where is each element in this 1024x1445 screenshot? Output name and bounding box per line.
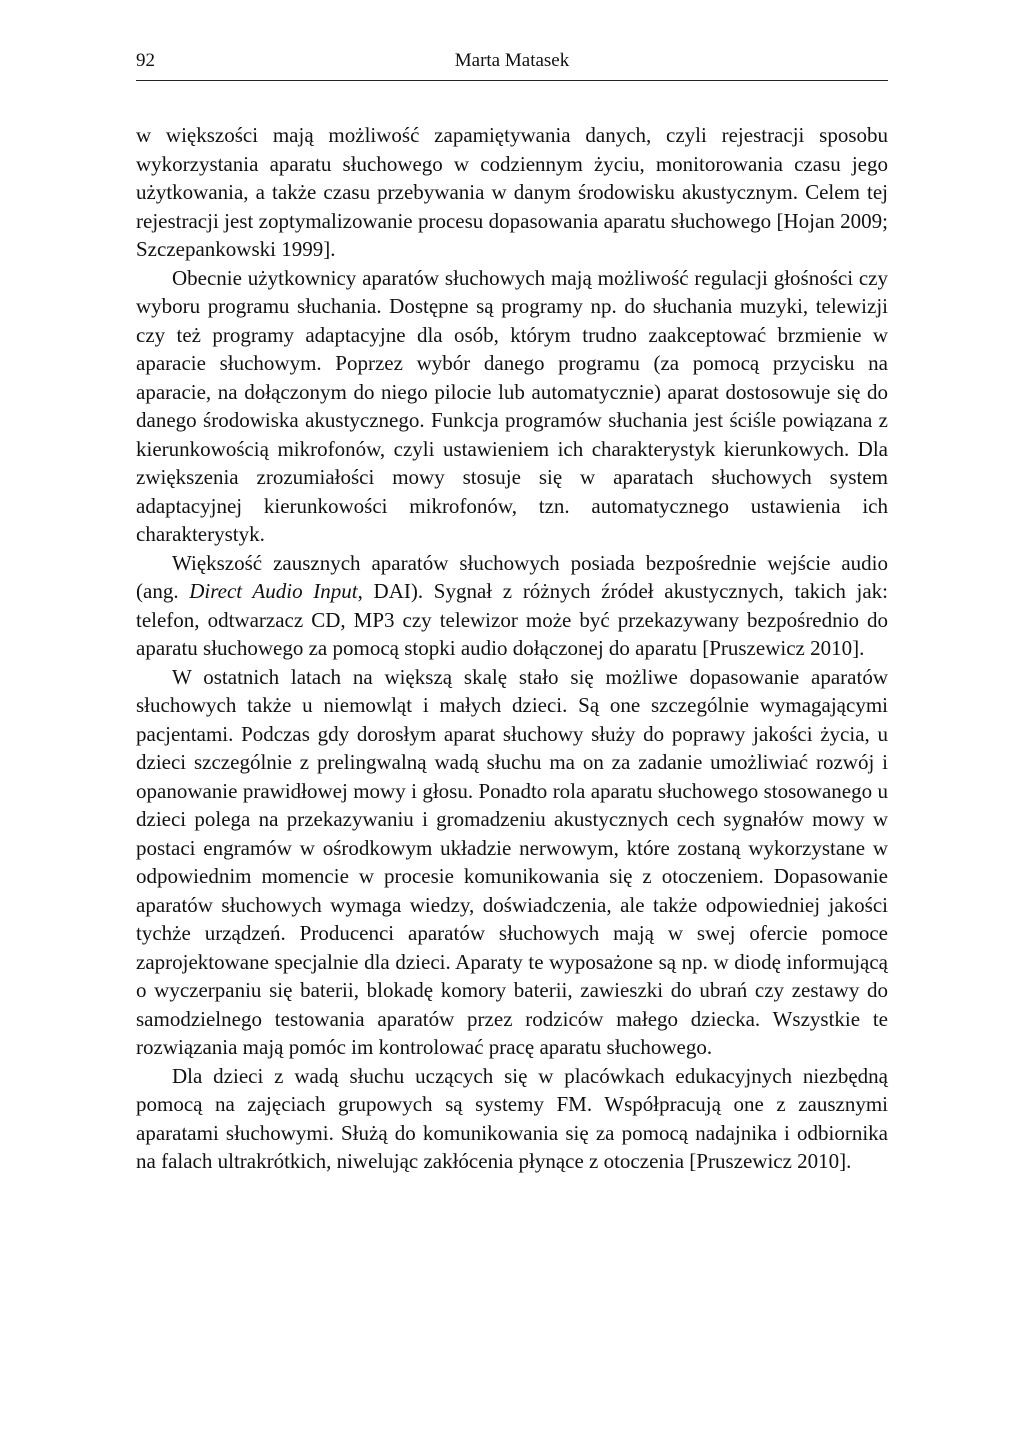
paragraph-3-text-before: Większość zausznych aparatów słuchowych posiada bezpośrednie wejście audio (ang. [136,550,888,603]
paragraph-1: w większości mają możliwość zapamiętywania danych, czyli rejestracji sposobu wykorzystania aparatu słuchowego w codziennym życiu, monitorowania czasu jego użytkowania, a także czasu przebywania w danym środowisku akustycznym. Celem tej rejestracji jest zoptymalizowanie procesu dopasowania aparatu słuchowego [Hojan 2009; Szczepankowski 1999]. [136,123,888,261]
running-head: Marta Matasek [454,50,570,71]
page-header [136,50,888,81]
paragraph-4: W ostatnich latach na większą skalę stało się możliwe dopasowanie aparatów słuchowych także u niemowląt i małych dzieci. Są one szczególnie wymagającymi pacjentami. Podczas gdy dorosłym aparat słuchowy służy do poprawy jakości życia, u dzieci szczególnie z prelingwalną wadą słuchu ma on za zadanie umożliwiać rozwój i opanowanie prawidłowej mowy i głosu. Ponadto rola aparatu słuchowego stosowanego u dzieci polega na przekazywaniu i gromadzeniu akustycznych cech sygnałów mowy w postaci engramów w ośrodkowym układzie nerwowym, które zostaną wykorzystane w odpowiednim momencie w procesie komunikowania się z otoczeniem. Dopasowanie aparatów słuchowych wymaga wiedzy, doświadczenia, ale także odpowiedniej jakości tychże urządzeń. Producenci aparatów słuchowych mają w swej ofercie pomoce zaprojektowane specjalnie dla dzieci. Aparaty te wyposażone są np. w diodę informującą o wyczerpaniu się baterii, blokadę komory baterii, zawieszki do ubrań czy zestawy do samodzielnego testowania aparatów przez rodziców małego dziecka. Wszystkie te rozwiązania mają pomóc im kontrolować pracę aparatu słuchowego. [136,664,888,1059]
body-text [136,121,888,1176]
paragraph-2: Obecnie użytkownicy aparatów słuchowych mają możliwość regulacji głośności czy wyboru programu słuchania. Dostępne są programy np. do słuchania muzyki, telewizji czy też programy adaptacyjne dla osób, którym trudno zaakceptować brzmienie w aparacie słuchowym. Poprzez wybór danego programu (za pomocą przycisku na aparacie, na dołączonym do niego pilocie lub automatycznie) aparat dostosowuje się do danego środowiska akustycznego. Funkcja programów słuchania jest ściśle powiązana z kierunkowością mikrofonów, czyli ustawieniem ich charakterystyk kierunkowych. Dla zwiększenia zrozumiałości mowy stosuje się w aparatach słuchowych system adaptacyjnej kierunkowości mikrofonów, tzn. automatycznego ustawienia ich charakterystyk. [136,265,888,546]
paragraph-3-italic-term: Direct Audio Input [189,579,358,603]
paragraph-3 [136,549,888,663]
page-number: 92 [136,50,155,71]
paragraph-3-text-after: , DAI). Sygnał z różnych źródeł akustycznych, takich jak: telefon, odtwarzacz CD, MP3 czy telewizor może być przekazywany bezpośrednio do aparatu słuchowego za pomocą stopki audio dołączonej do aparatu [Pruszewicz 2010]. [136,579,888,660]
paragraph-5: Dla dzieci z wadą słuchu uczących się w placówkach edukacyjnych niezbędną pomocą na zajęciach grupowych są systemy FM. Współpracują one z zausznymi aparatami słuchowymi. Służą do komunikowania się za pomocą nadajnika i odbiornika na falach ultrakrótkich, niwelując zakłócenia płynące z otoczenia [Pruszewicz 2010]. [136,1063,888,1173]
